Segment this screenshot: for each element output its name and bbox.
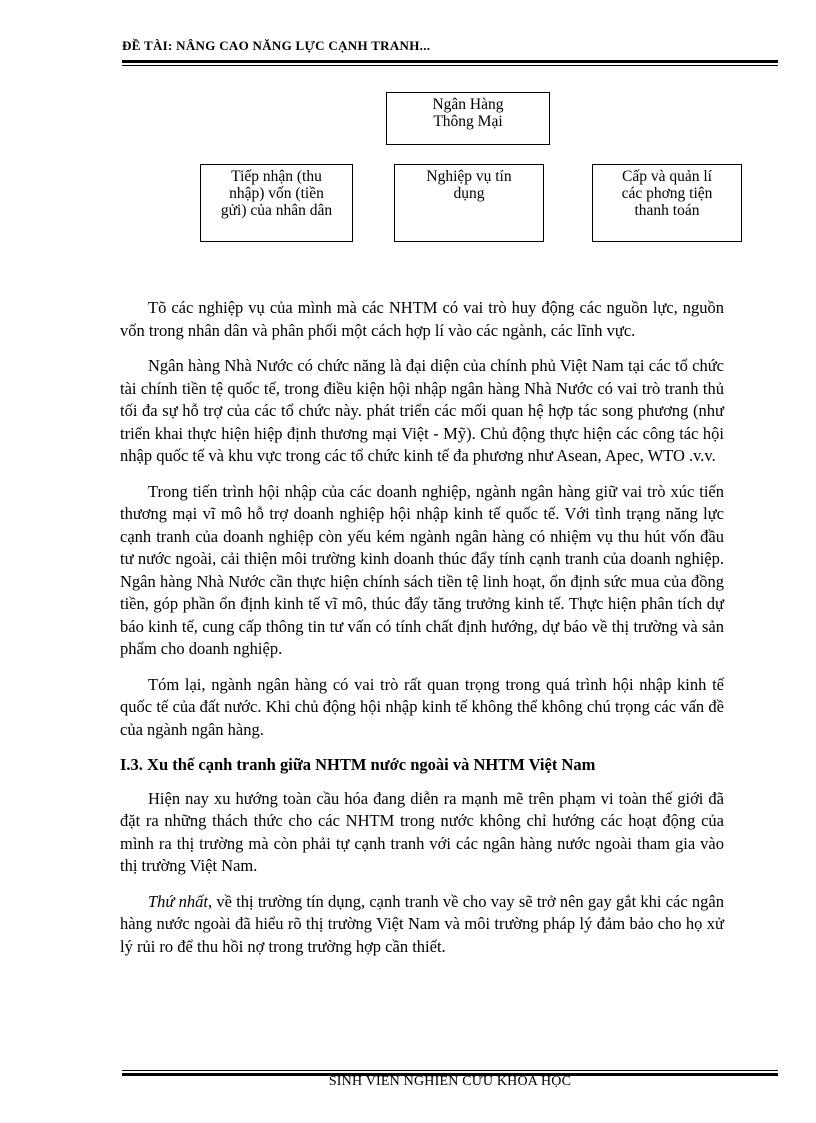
- diagram-root-box: [386, 92, 550, 145]
- paragraph-rest: , về thị trường tín dụng, cạnh tranh về cho vay sẽ trở nên gay gắt khi các ngân hàng nước ngoài đã hiểu rõ thị trường Việt Nam và môi trường pháp lý đảm bảo cho họ xử lý rủi ro để thu hồi nợ trong trường hợp cần thiết.: [120, 891, 724, 956]
- paragraph: Trong tiến trình hội nhập của các doanh nghiệp, ngành ngân hàng giữ vai trò xúc tiến thương mại vĩ mô hỗ trợ doanh nghiệp hội nhập kinh tế quốc tế. Với tình trạng năng lực cạnh tranh của doanh nghiệp còn yếu kém ngành ngân hàng có nhiệm vụ thu hút vốn đầu tư nước ngoài, cải thiện môi trường kinh doanh thúc đẩy tính cạnh tranh của doanh nghiệp. Ngân hàng Nhà Nước cần thực hiện chính sách tiền tệ linh hoạt, ổn định sức mua của đồng tiền, góp phần ổn định kinh tế vĩ mô, thúc đẩy tăng trưởng kinh tế. Thực hiện phân tích dự báo kinh tế, cung cấp thông tin tư vấn có tính chất định hướng, dự báo về thị trường và sản phẩm cho doanh nghiệp.: [120, 481, 724, 658]
- diagram-root-label: Ngân Hàng Thông Mại: [432, 96, 504, 130]
- page-footer-text: SINH VIÊN NGHIÊN CỨU KHOA HỌC: [328, 1074, 572, 1089]
- diagram-child-label: Tiếp nhận (thu nhập) vốn (tiền gửi) của nhân dân: [220, 168, 333, 219]
- diagram-child-label: Nghiệp vụ tín dụng: [426, 168, 512, 202]
- diagram-child-box-deposits: [200, 164, 353, 242]
- paragraph: [120, 891, 724, 959]
- section-heading: I.3. Xu thế cạnh tranh giữa NHTM nước ngoài và NHTM Việt Nam: [120, 755, 596, 774]
- page-header-title: ĐỀ TÀI: NÂNG CAO NĂNG LỰC CẠNH TRANH...: [122, 38, 431, 53]
- footer-rule-thin: [122, 1070, 778, 1071]
- diagram-child-label: Cấp và quản lí các phơng tiện thanh toán: [621, 168, 713, 219]
- paragraph: Tõ các nghiệp vụ của mình mà các NHTM có vai trò huy động các nguồn lực, nguồn vốn trong nhân dân và phân phối một cách hợp lí vào các ngành, các lĩnh vực.: [120, 298, 724, 340]
- diagram-child-box-payment: [592, 164, 742, 242]
- paragraph: Hiện nay xu hướng toàn cầu hóa đang diễn ra mạnh mẽ trên phạm vi toàn thế giới đã đặt ra những thách thức cho các NHTM trong nước không chỉ hướng các hoạt động của mình ra thị trường mà còn phải tự cạnh tranh với các ngân hàng nước ngoài tham gia vào thị trường Việt Nam.: [120, 788, 724, 875]
- header-rule-thin: [122, 65, 778, 66]
- diagram-child-box-credit: [394, 164, 544, 242]
- header-rule-thick: [122, 60, 778, 63]
- paragraph: Tóm lại, ngành ngân hàng có vai trò rất quan trọng trong quá trình hội nhập kinh tế quốc tế của đất nước. Khi chủ động hội nhập kinh tế không thể không chú trọng các vấn đề của ngành ngân hàng.: [120, 674, 724, 739]
- body-text: [120, 297, 724, 971]
- emphasis-lead: Thứ nhất: [148, 891, 209, 911]
- paragraph: Ngân hàng Nhà Nước có chức năng là đại diện của chính phủ Việt Nam tại các tổ chức tài chính tiền tệ quốc tế, trong điều kiện hội nhập ngân hàng Nhà Nước có vai trò tranh thủ tối đa sự hỗ trợ của các tổ chức này. phát triển các mối quan hệ hợp tác song phương (như triển khai thực hiện hiệp định thương mại Việt - Mỹ). Chủ động thực hiện các công tác hội nhập quốc tế và khu vực trong các tổ chức kinh tế đa phương như Asean, Apec, WTO .v.v.: [120, 356, 724, 465]
